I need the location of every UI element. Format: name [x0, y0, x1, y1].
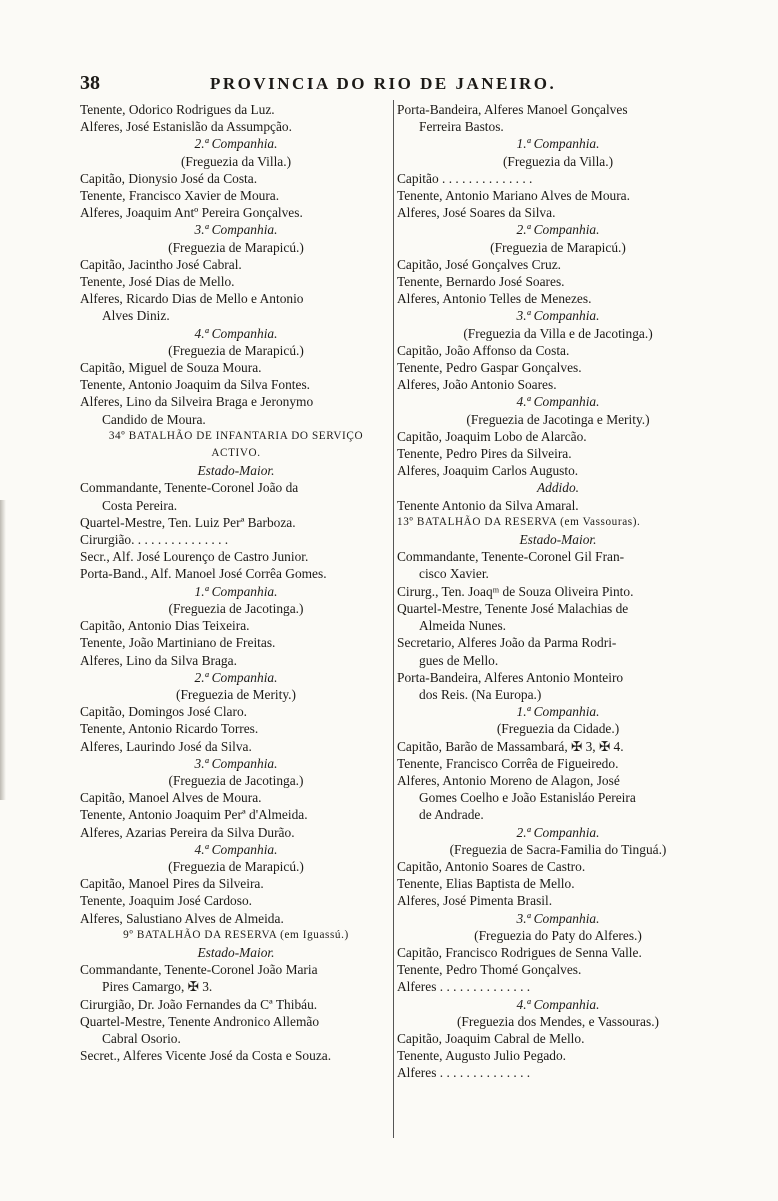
left-column — [80, 101, 392, 1064]
roster-line: Capitão, Manoel Pires da Silveira. — [80, 876, 264, 892]
roster-line: Capitão, Francisco Rodrigues de Senna Valle. — [397, 944, 642, 960]
battalion-heading: 13º BATALHÃO DA RESERVA (em Vassouras). — [397, 515, 641, 528]
section-heading: 2.ª Companhia. — [194, 136, 278, 152]
parish-label: (Freguezia da Villa e de Jacotinga.) — [463, 325, 653, 341]
roster-line: Tenente, Francisco Corrêa de Figueiredo. — [397, 755, 619, 771]
roster-line: Tenente, Joaquim José Cardoso. — [80, 893, 252, 909]
roster-line: Alferes, José Pimenta Brasil. — [397, 893, 553, 909]
roster-line: Quartel-Mestre, Tenente Andronico Allemão — [80, 1013, 320, 1029]
roster-line: Commandante, Tenente-Coronel Gil Fran- — [397, 549, 625, 565]
roster-line: Alferes, Ricardo Dias de Mello e Antonio — [80, 291, 304, 307]
parish-label: (Freguezia de Jacotinga e Merity.) — [466, 411, 650, 427]
roster-line: Secr., Alf. José Lourenço de Castro Junior. — [80, 549, 309, 565]
parish-label: (Freguezia de Marapicú.) — [168, 342, 304, 358]
roster-line: Candido de Moura. — [102, 411, 206, 427]
section-heading: 2.ª Companhia. — [194, 669, 278, 685]
roster-line: Tenente, Odorico Rodrigues da Luz. — [80, 102, 275, 117]
section-heading: Estado-Maior. — [197, 944, 275, 960]
roster-line: gues de Mello. — [419, 652, 499, 668]
roster-line: Alferes, Laurindo José da Silva. — [80, 738, 252, 754]
parish-label: (Freguezia de Marapicú.) — [168, 239, 304, 255]
page-title: PROVINCIA DO RIO DE JANEIRO. — [210, 74, 557, 93]
parish-label: (Freguezia da Villa.) — [502, 153, 614, 169]
roster-line: Alferes, Lino da Silveira Braga e Jeronymo — [80, 394, 314, 410]
roster-line: Costa Pereira. — [102, 497, 178, 513]
roster-line: Porta-Bandeira, Alferes Antonio Monteiro — [397, 669, 624, 685]
roster-line: Tenente, Bernardo José Soares. — [397, 274, 565, 290]
roster-line: Capitão, José Gonçalves Cruz. — [397, 256, 561, 272]
roster-line: Tenente, Pedro Thomé Gonçalves. — [397, 962, 582, 978]
roster-line: Capitão, Joaquim Cabral de Mello. — [397, 1030, 585, 1046]
roster-line: Porta-Band., Alf. Manoel José Corrêa Gomes. — [80, 566, 327, 582]
roster-line: Tenente, Pedro Gaspar Gonçalves. — [397, 360, 582, 376]
roster-line: Alferes . . . . . . . . . . . . . . — [397, 979, 531, 995]
roster-line: Alferes, Salustiano Alves de Almeida. — [80, 910, 284, 926]
roster-line: Alferes, João Antonio Soares. — [397, 377, 557, 393]
roster-line: Cabral Osorio. — [102, 1030, 181, 1046]
roster-line: Secret., Alferes Vicente José da Costa e Souza. — [80, 1048, 332, 1064]
roster-line: Alferes, José Soares da Silva. — [397, 205, 556, 221]
parish-label: (Freguezia da Villa.) — [180, 153, 292, 169]
section-heading: 1.ª Companhia. — [516, 704, 600, 720]
column-divider — [393, 100, 394, 1138]
roster-line: Capitão, Joaquim Lobo de Alarcão. — [397, 428, 587, 444]
roster-line: Capitão, Dionysio José da Costa. — [80, 170, 258, 186]
section-heading: 2.ª Companhia. — [516, 222, 600, 238]
roster-line: Tenente, Antonio Ricardo Torres. — [80, 721, 259, 737]
parish-label: (Freguezia de Merity.) — [176, 686, 296, 702]
roster-line: dos Reis. (Na Europa.) — [419, 686, 542, 702]
roster-line: Tenente, José Dias de Mello. — [80, 274, 235, 290]
roster-line: Tenente, Augusto Julio Pegado. — [397, 1048, 567, 1064]
binding-edge-shadow — [0, 500, 6, 800]
roster-line: Alves Diniz. — [102, 308, 170, 324]
roster-line: Alferes, Antonio Telles de Menezes. — [397, 291, 592, 307]
section-heading: 4.ª Companhia. — [194, 841, 278, 857]
roster-line: Capitão, Manoel Alves de Moura. — [80, 790, 262, 806]
battalion-heading: 34º BATALHÃO DE INFANTARIA DO SERVIÇO — [108, 429, 364, 442]
section-heading: 4.ª Companhia. — [516, 394, 600, 410]
section-heading: Addido. — [536, 480, 580, 496]
right-column — [397, 101, 719, 1082]
parish-label: (Freguezia de Jacotinga.) — [168, 600, 304, 616]
parish-label: (Freguezia da Cidade.) — [496, 721, 620, 737]
roster-line: Almeida Nunes. — [419, 618, 507, 634]
roster-line: Commandante, Tenente-Coronel João da — [80, 480, 299, 496]
battalion-heading: ACTIVO. — [211, 447, 261, 460]
roster-line: Alferes, Lino da Silva Braga. — [80, 652, 237, 668]
roster-line: Alferes, Azarias Pereira da Silva Durão. — [80, 824, 295, 840]
roster-line: Tenente, Elias Baptista de Mello. — [397, 876, 575, 892]
roster-line: Quartel-Mestre, Tenente José Malachias de — [397, 600, 629, 616]
roster-line: Capitão, João Affonso da Costa. — [397, 342, 570, 358]
section-heading: 3.ª Companhia. — [194, 222, 278, 238]
section-heading: 1.ª Companhia. — [516, 136, 600, 152]
roster-line: Capitão, Domingos José Claro. — [80, 704, 247, 720]
roster-line: Alferes . . . . . . . . . . . . . . — [397, 1065, 531, 1081]
roster-line: Capitão, Antonio Dias Teixeira. — [80, 618, 250, 634]
roster-line: Capitão, Barão de Massambará, ✠ 3, ✠ 4. — [397, 738, 624, 754]
section-heading: Estado-Maior. — [519, 532, 597, 548]
section-heading: 4.ª Companhia. — [516, 996, 600, 1012]
roster-line: Tenente, Pedro Pires da Silveira. — [397, 446, 572, 462]
section-heading: 3.ª Companhia. — [194, 755, 278, 771]
roster-line: cisco Xavier. — [419, 566, 489, 582]
parish-label: (Freguezia de Jacotinga.) — [168, 772, 304, 788]
parish-label: (Freguezia de Marapicú.) — [168, 858, 304, 874]
roster-line: Tenente, Francisco Xavier de Moura. — [80, 188, 280, 204]
roster-line: Alferes, José Estanislão da Assumpção. — [80, 119, 292, 135]
roster-line: Porta-Bandeira, Alferes Manoel Gonçalves — [397, 102, 628, 117]
parish-label: (Freguezia dos Mendes, e Vassouras.) — [456, 1013, 660, 1029]
roster-line: Pires Camargo, ✠ 3. — [102, 979, 213, 995]
roster-line: Ferreira Bastos. — [419, 119, 504, 135]
roster-line: Alferes, Joaquim Antº Pereira Gonçalves. — [80, 205, 303, 221]
roster-line: Gomes Coelho e João Estanisláo Pereira — [419, 790, 636, 806]
page-number: 38 — [80, 72, 100, 94]
roster-line: Commandante, Tenente-Coronel João Maria — [80, 962, 318, 978]
parish-label: (Freguezia de Marapicú.) — [490, 239, 626, 255]
section-heading: 4.ª Companhia. — [194, 325, 278, 341]
roster-line: Alferes, Antonio Moreno de Alagon, José — [397, 772, 620, 788]
roster-line: Cirurgião. . . . . . . . . . . . . . . — [80, 532, 229, 548]
parish-label: (Freguezia de Sacra-Familia do Tinguá.) — [449, 841, 667, 857]
roster-line: Tenente, Antonio Mariano Alves de Moura. — [397, 188, 630, 204]
roster-line: Alferes, Joaquim Carlos Augusto. — [397, 463, 579, 479]
roster-line: Cirurg., Ten. Joaqᵐ de Souza Oliveira Pinto. — [397, 583, 634, 599]
roster-line: Quartel-Mestre, Ten. Luiz Perª Barboza. — [80, 514, 296, 530]
roster-line: de Andrade. — [419, 807, 484, 823]
battalion-heading: 9º BATALHÃO DA RESERVA (em Iguassú.) — [123, 928, 349, 941]
section-heading: 2.ª Companhia. — [516, 824, 600, 840]
roster-line: Tenente Antonio da Silva Amaral. — [397, 497, 579, 513]
roster-line: Capitão, Miguel de Souza Moura. — [80, 360, 262, 376]
section-heading: 1.ª Companhia. — [194, 583, 278, 599]
roster-line: Capitão, Antonio Soares de Castro. — [397, 858, 586, 874]
section-heading: 3.ª Companhia. — [516, 910, 600, 926]
roster-line: Capitão . . . . . . . . . . . . . . — [397, 170, 533, 186]
roster-line: Secretario, Alferes João da Parma Rodri- — [397, 635, 617, 651]
roster-line: Cirurgião, Dr. João Fernandes da Cª Thibáu. — [80, 996, 318, 1012]
roster-line: Capitão, Jacintho José Cabral. — [80, 256, 242, 272]
roster-line: Tenente, Antonio Joaquim da Silva Fontes. — [80, 377, 311, 393]
roster-line: Tenente, João Martiniano de Freitas. — [80, 635, 276, 651]
roster-line: Tenente, Antonio Joaquim Perª d'Almeida. — [80, 807, 308, 823]
section-heading: 3.ª Companhia. — [516, 308, 600, 324]
parish-label: (Freguezia do Paty do Alferes.) — [474, 927, 642, 943]
section-heading: Estado-Maior. — [197, 463, 275, 479]
